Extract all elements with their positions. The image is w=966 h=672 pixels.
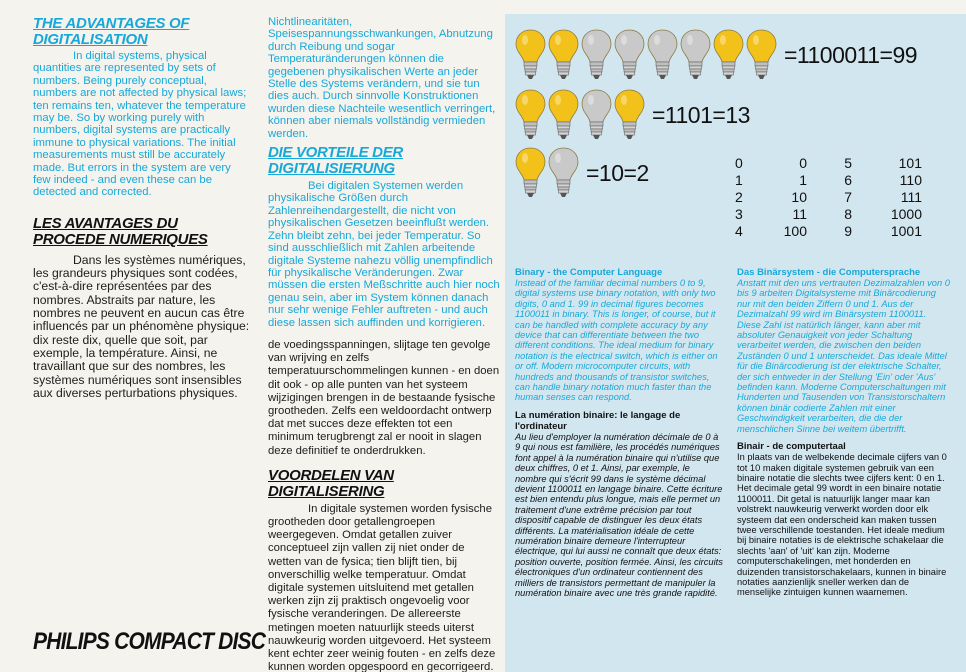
paragraph-english: In digital systems, physical quantities are represented by sets of numbers. Being purely conceptual, numbers are not affected by physical laws; ten remains ten, whatever the temperature may be. So by working purely with numbers, digital systems are practically immune to physical variations. The initial measurements must still be accurately made. But errors in the system are very few indeed - and even these can be detected and corrected. (33, 50, 247, 199)
binary-value: 110 (899, 172, 922, 188)
equation-2: =10=2 (586, 159, 649, 186)
panel-left-column (515, 267, 723, 598)
decimal-value: 7 (844, 189, 852, 205)
binary-value: 1001 (890, 223, 922, 239)
paragraph-german: Bei digitalen Systemen werden physikalische Größen durch Zahlenreihendargestellt, die nicht von physikalischen Gesetzen beeinflußt werden. Zehn bleibt zehn, bei jeder Temperatur. So sind ausschließlich mit Zahlen arbeitende digitale Systeme nahezu völlig unempfindlich für physikalische Veränderungen. Zwar müssen die ersten Meßschritte auch hier noch genau sein, aber im System können danach nur sehr wenige Fehler auftreten - und auch diese lassen sich auffinden und korrigieren. (268, 180, 500, 329)
decimal-value: 5 (844, 155, 852, 171)
paragraph-french: Dans les systèmes numériques, les grandeurs physiques sont codées, c'est-à-dire représentées par des nombres. Abstraits par nature, les nombres ne peuvent en aucun cas être influencés par un phénomène physique: dix reste dix, quelle que soit, par exemple, la température. Ainsi, ne travaillant que sur des nombres, les systèmes numériques sont insensibles aux diverses perturbations physiques. (33, 252, 250, 400)
text-french: Au lieu d'employer la numération décimale de 0 à 9 qui nous est familière, les procédés numériques font appel à la numération binaire qui n'utilise que deux chiffres, 0 et 1. Ainsi, par exemple, le nombre qui s'écrit 99 dans le système décimal devient 1100011 en langage binaire. Cette écriture est bien entendu plus longue, mais elle permet un traitement d'une extrême précision par tout dispositif capable de distinguer les deux états différents. La matérialisation idéale de cette numération binaire demeure l'interrupteur électrique, qui lui aussi ne connaît que deux états: position ouverte, position fermée. Ainsi, les circuits électroniques d'un ordinateur contiennent des milliers de transistors permettant de manipuler la numération binaire avec une très grande rapidité. (515, 431, 723, 598)
binary-value: 111 (900, 189, 922, 205)
number-table-row (735, 172, 922, 189)
text-dutch: In plaats van de welbekende decimale cijfers van 0 tot 10 maken digitale systemen gebruik van een binaire notatie die slechts twee cijfers kent: 0 en 1. Het decimale getal 99 wordt in een binaire notatie 1100011. Dit getal is natuurlijk langer maar kan volstrekt nauwkeurig verwerkt worden door elk systeem dat een onderscheid kan maken tussen twee verschillende toestanden. Het ideale medium bij binaire notaties is de elektrische schakelaar die slechts 'aan' of 'uit' kan zijn. Moderne computerschakelingen, met honderden en duizenden transistorschakelaars, kunnen in binaire notaties aanzienlijk sneller werken dan de menselijke zintuigen kunnen waarnemen. (737, 452, 947, 598)
decimal-value: 4 (735, 223, 743, 239)
decimal-value: 0 (735, 155, 743, 171)
subhead-english: Binary - the Computer Language (515, 267, 663, 278)
bulb-off-icon (679, 28, 712, 82)
bulb-on-icon (745, 28, 778, 82)
binary-value: 1000 (890, 206, 922, 222)
binary-value: 1 (799, 172, 807, 188)
bulb-off-icon (580, 28, 613, 82)
bulb-off-icon (646, 28, 679, 82)
text-german: Anstatt mit den uns vertrauten Dezimalzahlen von 0 bis 9 arbeiten Digitalsysteme mit Binärcodierung nur mit den beiden Ziffern 0 und 1. Aus der Dezimalzahl 99 wird im Binärsystem 1100011. Diese Zahl ist natürlich länger, kann aber mit absoluter Genauigkeit von jeder Schaltung verarbeitet werden, die zwischen den beiden Zuständen 0 und 1 unterscheidet. Das ideale Mittel für die Binärcodierung ist der elektrische Schalter, der sich entweder in der Stellung 'Ein' oder 'Aus' befinden kann. Moderne Computerschaltungen mit Hunderten und Tausenden von Transistorschaltern können binär codierte Zahlen mit einer Geschwindigkeit verarbeiten, die die der menschlichen Sinne bei weitem übertrifft. (737, 278, 950, 434)
bulb-on-icon (514, 88, 547, 142)
bulb-off-icon (580, 88, 613, 142)
panel-right-column (737, 267, 950, 598)
bulb-off-icon (547, 146, 580, 200)
bulb-on-icon (712, 28, 745, 82)
column-middle (268, 16, 500, 672)
number-table-row (735, 206, 922, 223)
bulb-on-icon (547, 28, 580, 82)
equation-99: =1100011=99 (784, 41, 918, 68)
paragraph-dutch-continued: de voedingsspanningen, slijtage ten gevolge van wrijving en zelfs temperatuurschommelingen kunnen - en doen dit ook - op alle punten van het systeem wijzigingen brengen in de bestaande fysische grootheden. Zelfs een weldoordacht ontwerp dat met succes deze effekten tot een minimum terugbrengt zal er nooit in slagen deze definitief te onderdrukken. (268, 338, 500, 457)
decimal-value: 3 (735, 206, 743, 222)
bulb-row-2 (514, 146, 649, 200)
binary-value: 0 (799, 155, 807, 171)
heading-dutch: VOORDELEN VAN DIGITALISERING (268, 466, 394, 500)
bulb-row-99 (514, 28, 917, 82)
bulb-off-icon (613, 28, 646, 82)
heading-german: DIE VORTEILE DER DIGITALISIERUNG (268, 144, 403, 178)
decimal-value: 9 (844, 223, 852, 239)
number-table-row (735, 189, 922, 206)
heading-french: LES AVANTAGES DU PROCEDE NUMERIQUES (33, 214, 208, 248)
bulb-on-icon (613, 88, 646, 142)
binary-value: 10 (791, 189, 807, 205)
heading-english: THE ADVANTAGES OF DIGITALISATION (33, 15, 190, 48)
decimal-value: 8 (844, 206, 852, 222)
decimal-value: 1 (735, 172, 743, 188)
column-left (33, 16, 251, 400)
equation-13: =1101=13 (652, 101, 750, 128)
decimal-value: 6 (844, 172, 852, 188)
binary-number-table (735, 155, 922, 240)
bulb-on-icon (514, 146, 547, 200)
bulb-row-13 (514, 88, 750, 142)
paragraph-dutch: In digitale systemen worden fysische grootheden door getallengroepen weergegeven. Omdat getallen zuiver conceptueel zijn vallen zij niet onder de wetten van de fysica; tien blijft tien, bij onverschillig welke temperatuur. Omdat digitale systemen uitsluitend met getallen werken zijn zij praktisch ongevoelig voor fysische veranderingen. De allereerste metingen moeten natuurlijk steeds uiterst nauwkeurig worden uitgevoerd. Het systeem kent echter zeer weinig fouten - en zelfs deze kunnen worden opgespoord en gecorrigeerd. (268, 502, 496, 672)
decimal-value: 2 (735, 189, 743, 205)
bulb-on-icon (547, 88, 580, 142)
binary-value: 101 (898, 155, 922, 171)
bulb-on-icon (514, 28, 547, 82)
subhead-french: La numération binaire: le langage de l'ordinateur (515, 409, 681, 432)
subhead-german: Das Binärsystem - die Computersprache (737, 267, 921, 278)
number-table-row (735, 155, 922, 172)
binary-value: 11 (792, 206, 807, 222)
number-table-row (735, 223, 922, 240)
text-english: Instead of the familiar decimal numbers 0 to 9, digital systems use binary notation, with only two digits, 0 and 1. 99 in decimal figures becomes 1100011 in binary. This is longer, of course, but it can be handled with complete accuracy by any device that can differentiate between the two different conditions. The ideal medium for binary notation is the electrical switch, which is either on or off. Modern microcomputer circuits, with hundreds and thousands of transistor switches, can handle binary notation much faster than the human senses can respond. (515, 278, 718, 403)
binary-value: 100 (783, 223, 807, 239)
paragraph-german-continued: Nichtlinearitäten, Speisespannungsschwankungen, Abnutzung durch Reibung und sogar Temperaturänderungen können die gegebenen physikalischen Werte an jeder Stelle des Systems verändern, und sie tun dies auch. Durch sinnvolle Konstruktionen wurden diese Nachteile wesentlich verringert, können aber niemals vollständig vermieden werden. (268, 16, 496, 140)
subhead-dutch: Binair - de computertaal (737, 441, 846, 453)
brand-logo: PHILIPS COMPACT DISC (33, 628, 266, 655)
